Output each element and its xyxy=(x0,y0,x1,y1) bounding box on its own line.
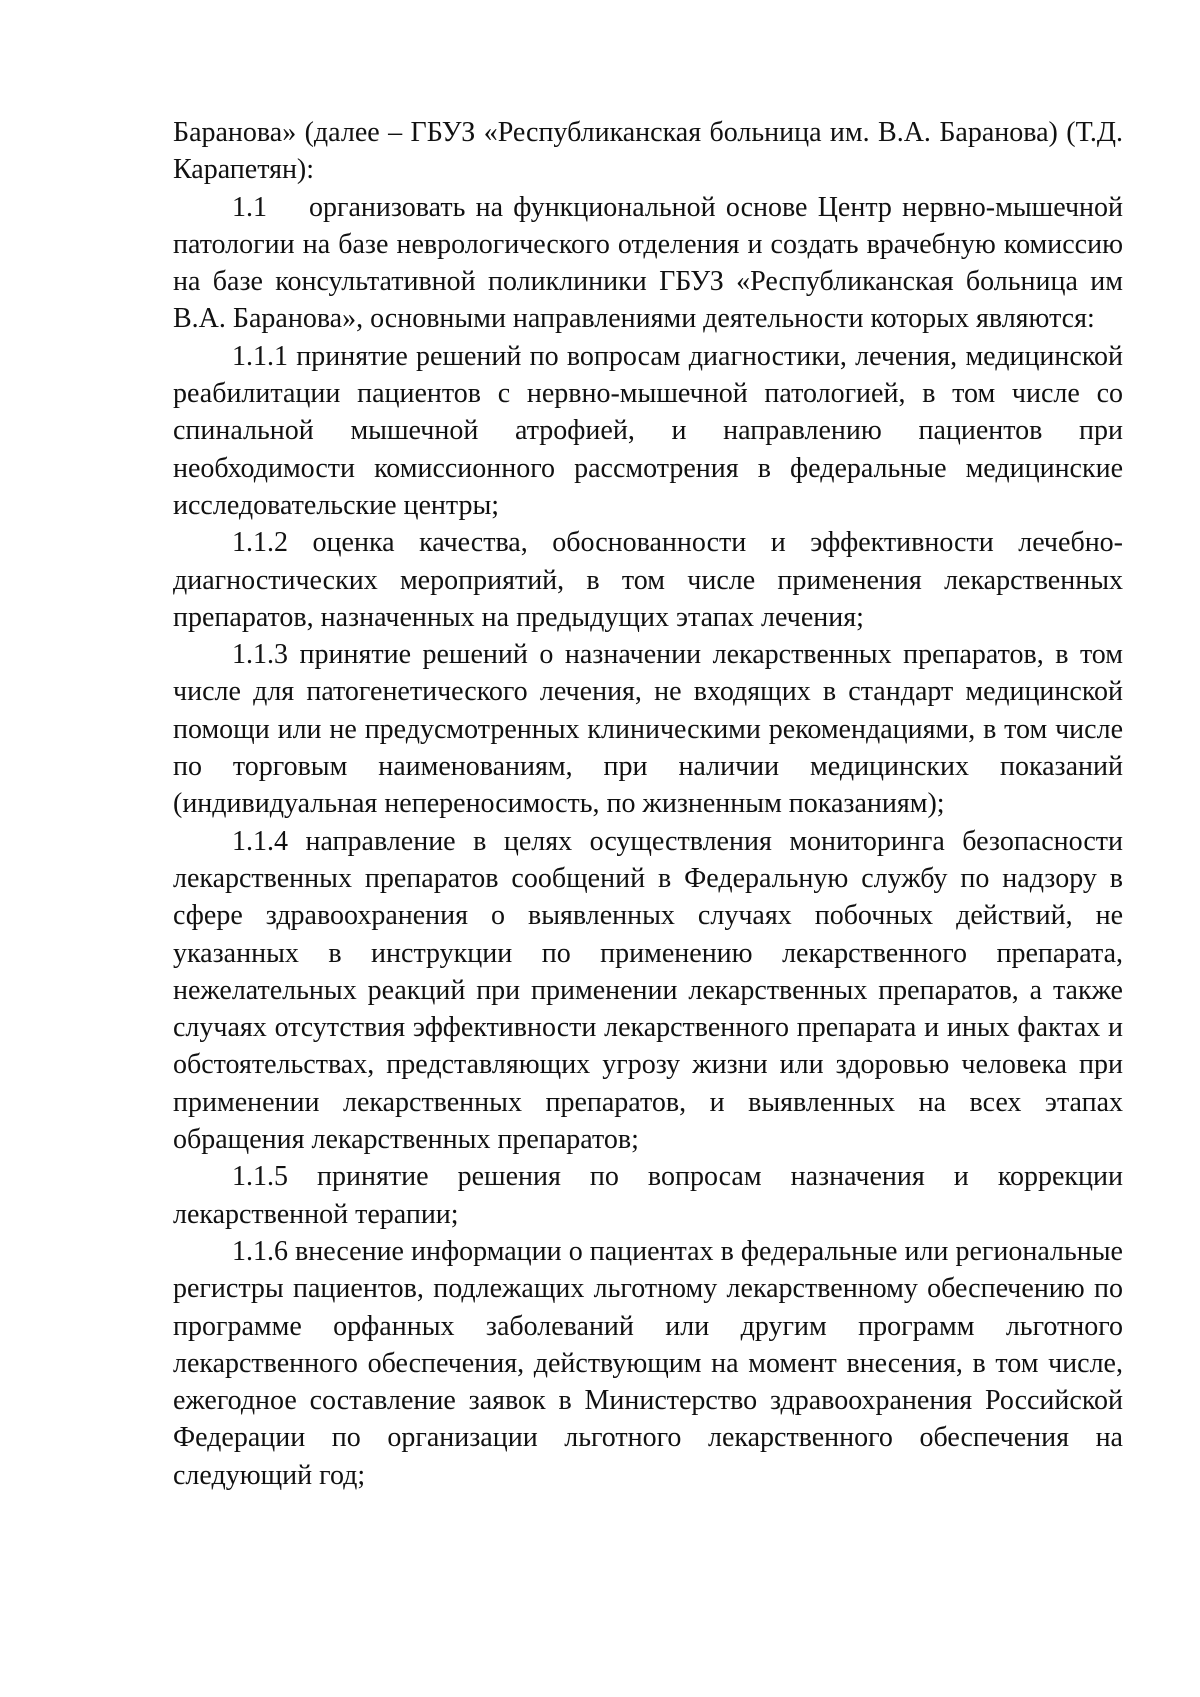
document-body xyxy=(173,114,1123,1494)
paragraph-item-1-1-1: 1.1.1 принятие решений по вопросам диагностики, лечения, медицинской реабилитации пациентов с нервно-мышечной патологией, в том числе со спинальной мышечной атрофией, и направлению пациентов при необходимости комиссионного рассмотрения в федеральные медицинские исследовательские центры; xyxy=(173,340,1123,521)
paragraph-item-1-1: 1.1 организовать на функциональной основе Центр нервно-мышечной патологии на базе неврологического отделения и создать врачебную комиссию на базе консультативной поликлиники ГБУЗ «Республиканская больница им В.А. Баранова», основными направлениями деятельности которых являются: xyxy=(173,191,1123,335)
paragraph-item-1-1-5: 1.1.5 принятие решения по вопросам назначения и коррекции лекарственной терапии; xyxy=(173,1161,1123,1230)
paragraph-item-1-1-2: 1.1.2 оценка качества, обоснованности и эффективности лечебно-диагностических мероприятий, в том числе применения лекарственных препаратов, назначенных на предыдущих этапах лечения; xyxy=(173,527,1123,633)
paragraph-item-1-1-3: 1.1.3 принятие решений о назначении лекарственных препаратов, в том числе для патогенетического лечения, не входящих в стандарт медицинской помощи или не предусмотренных клиническими рекомендациями, в том числе по торговым наименованиям, при наличии медицинских показаний (индивидуальная непереносимость, по жизненным показаниям); xyxy=(173,639,1123,820)
paragraph-item-1-1-4: 1.1.4 направление в целях осуществления мониторинга безопасности лекарственных препаратов сообщений в Федеральную службу по надзору в сфере здравоохранения о выявленных случаях побочных действий, не указанных в инструкции по применению лекарственного препарата, нежелательных реакций при применении лекарственных препаратов, а также случаях отсутствия эффективности лекарственного препарата и иных фактах и обстоятельствах, представляющих угрозу жизни или здоровью человека при применении лекарственных препаратов, и выявленных на всех этапах обращения лекарственных препаратов; xyxy=(173,825,1123,1156)
paragraph-item-1-1-6: 1.1.6 внесение информации о пациентах в федеральные или региональные регистры пациентов, подлежащих льготному лекарственному обеспечению по программе орфанных заболеваний или другим программ льготного лекарственного обеспечения, действующим на момент внесения, в том числе, ежегодное составление заявок в Министерство здравоохранения Российской Федерации по организации льготного лекарственного обеспечения на следующий год; xyxy=(173,1235,1123,1491)
paragraph-intro: Баранова» (далее – ГБУЗ «Республиканская больница им. В.А. Баранова) (Т.Д. Карапетян): xyxy=(173,117,1123,186)
